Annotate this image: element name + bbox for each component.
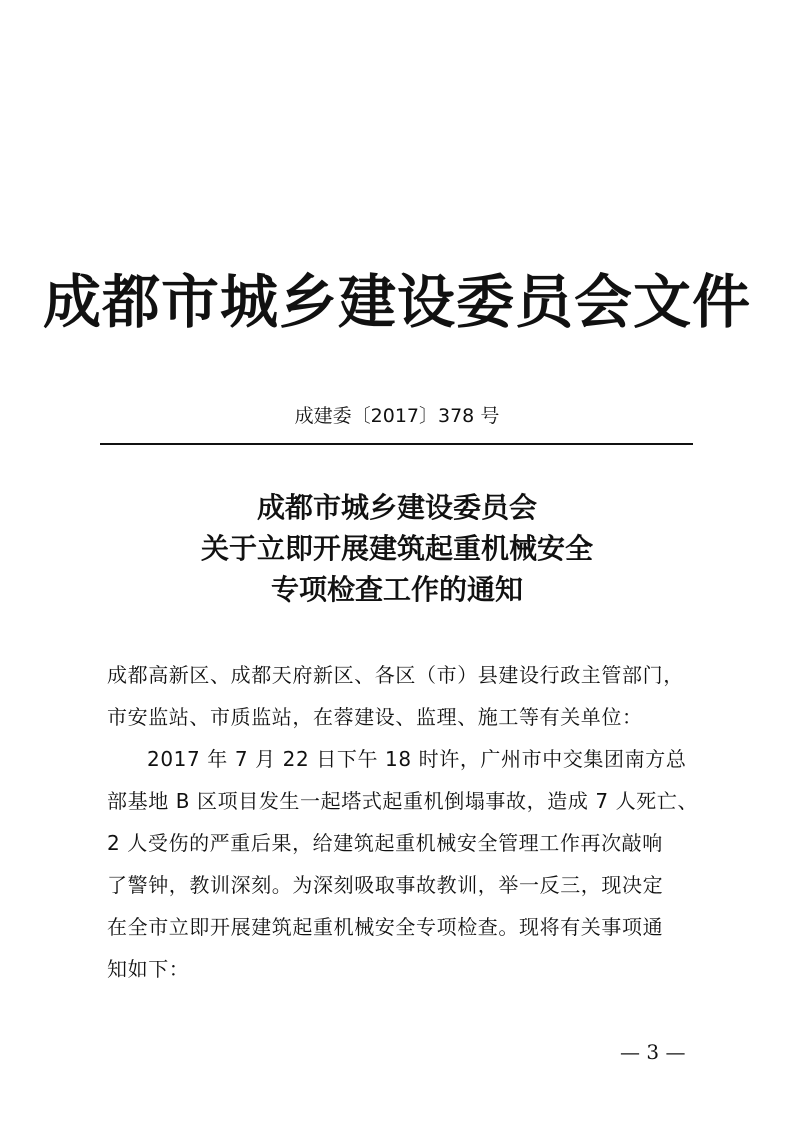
paragraph-line: 在全市立即开展建筑起重机械安全专项检查。现将有关事项通 (107, 915, 664, 939)
addressee-line: 成都高新区、成都天府新区、各区（市）县建设行政主管部门， (107, 663, 684, 687)
paragraph-line: 2017 年 7 月 22 日下午 18 时许，广州市中交集团南方总 (147, 747, 687, 771)
notice-title-line: 关于立即开展建筑起重机械安全 (200, 532, 593, 565)
page-number: — 3 — (620, 1040, 686, 1064)
notice-title-line: 专项检查工作的通知 (270, 573, 523, 606)
paragraph-line: 部基地 B 区项目发生一起塔式起重机倒塌事故，造成 7 人死亡、 (107, 789, 699, 813)
document-number: 成建委〔2017〕378 号 (294, 405, 500, 427)
addressee-line: 市安监站、市质监站，在蓉建设、监理、施工等有关单位： (107, 705, 643, 729)
notice-body (107, 654, 699, 990)
issuer-header: 成都市城乡建设委员会文件 (42, 268, 751, 336)
notice-title-line: 成都市城乡建设委员会 (256, 491, 537, 524)
paragraph-line: 知如下： (107, 957, 190, 981)
header-divider (100, 443, 693, 445)
paragraph-line: 了警钟，教训深刻。为深刻吸取事故教训，举一反三，现决定 (107, 873, 664, 897)
notice-title (0, 487, 794, 610)
paragraph-line: 2 人受伤的严重后果，给建筑起重机械安全管理工作再次敲响 (107, 831, 663, 855)
